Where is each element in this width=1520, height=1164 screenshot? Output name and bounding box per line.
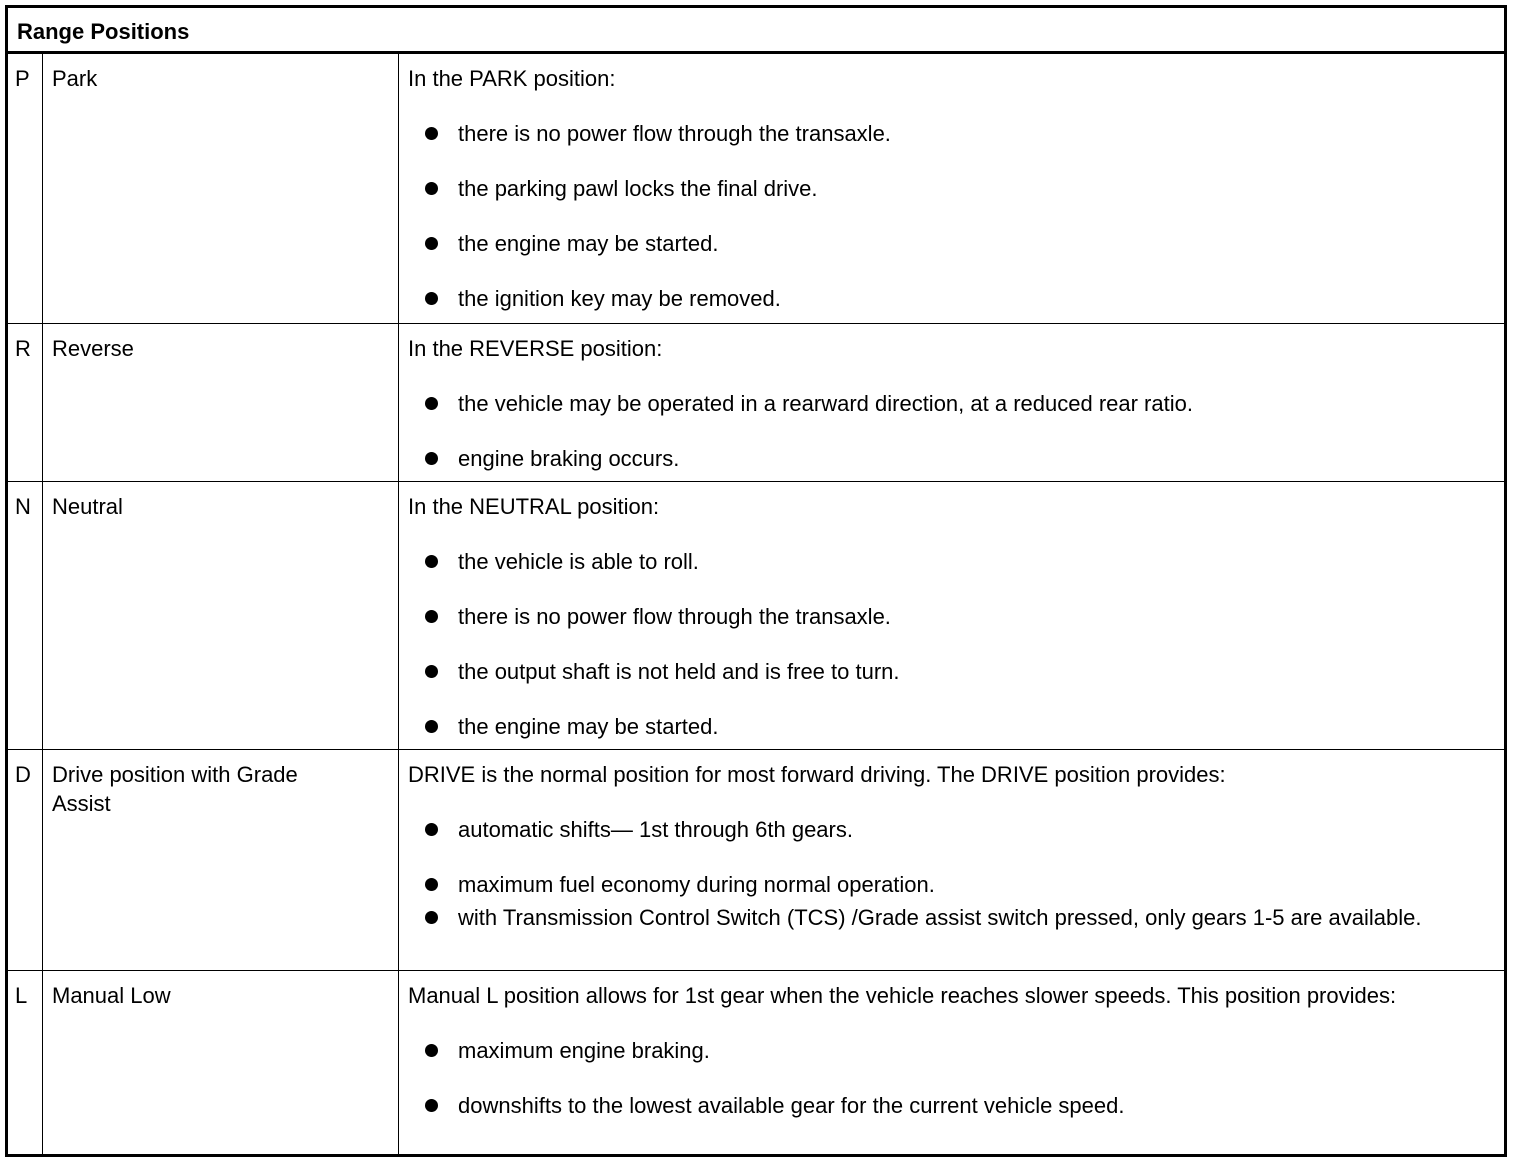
table-row-manual-low: [8, 971, 1504, 1154]
bullet-list: [408, 815, 1464, 932]
bullet-icon: [425, 823, 438, 836]
bullet-icon: [425, 237, 438, 250]
range-name: Drive position with Grade Assist: [43, 750, 399, 970]
range-code: D: [15, 762, 31, 787]
range-description: [399, 54, 1504, 323]
bullet-text: maximum fuel economy during normal operation.: [458, 872, 935, 897]
range-name: Park: [43, 54, 399, 323]
range-name: Manual Low: [43, 971, 399, 1154]
range-code-cell: [8, 971, 43, 1154]
range-name: Reverse: [43, 324, 399, 481]
bullet-text: the parking pawl locks the final drive.: [458, 176, 818, 201]
range-code-cell: [8, 324, 43, 481]
bullet-text: engine braking occurs.: [458, 446, 680, 471]
list-item: [408, 229, 1464, 258]
range-code-cell: [8, 54, 43, 323]
range-description: [399, 971, 1504, 1154]
list-item: [408, 444, 1464, 473]
bullet-text: there is no power flow through the transaxle.: [458, 121, 891, 146]
bullet-icon: [425, 292, 438, 305]
bullet-text: the vehicle is able to roll.: [458, 549, 699, 574]
range-description: [399, 482, 1504, 749]
table-row-park: [8, 54, 1504, 324]
bullet-text: downshifts to the lowest available gear for the current vehicle speed.: [458, 1093, 1125, 1118]
description-intro: In the PARK position:: [408, 66, 616, 91]
range-code: P: [15, 66, 30, 91]
table-title: Range Positions: [8, 8, 1504, 54]
range-positions-table: [5, 5, 1507, 1157]
bullet-icon: [425, 911, 438, 924]
bullet-text: there is no power flow through the transaxle.: [458, 604, 891, 629]
bullet-icon: [425, 610, 438, 623]
range-code: N: [15, 494, 31, 519]
list-item: [408, 389, 1464, 418]
list-item: [408, 1091, 1464, 1120]
list-item: [408, 903, 1464, 932]
bullet-text: the vehicle may be operated in a rearward direction, at a reduced rear ratio.: [458, 391, 1193, 416]
bullet-icon: [425, 878, 438, 891]
bullet-icon: [425, 720, 438, 733]
range-code: R: [15, 336, 31, 361]
bullet-icon: [425, 665, 438, 678]
list-item: [408, 547, 1464, 576]
bullet-icon: [425, 182, 438, 195]
bullet-text: the ignition key may be removed.: [458, 286, 781, 311]
bullet-list: [408, 547, 1464, 741]
range-name: Neutral: [43, 482, 399, 749]
description-intro: DRIVE is the normal position for most forward driving. The DRIVE position provides:: [408, 762, 1226, 787]
bullet-text: the output shaft is not held and is free to turn.: [458, 659, 900, 684]
list-item: [408, 870, 1464, 899]
bullet-icon: [425, 127, 438, 140]
range-description: [399, 324, 1504, 481]
bullet-icon: [425, 452, 438, 465]
bullet-icon: [425, 1099, 438, 1112]
list-item: [408, 174, 1464, 203]
range-description: [399, 750, 1504, 970]
table-row-neutral: [8, 482, 1504, 750]
list-item: [408, 712, 1464, 741]
list-item: [408, 815, 1464, 844]
bullet-list: [408, 119, 1464, 313]
table-row-drive: [8, 750, 1504, 971]
description-intro: In the REVERSE position:: [408, 336, 663, 361]
bullet-list: [408, 389, 1464, 473]
bullet-list: [408, 1036, 1464, 1120]
list-item: [408, 119, 1464, 148]
list-item: [408, 657, 1464, 686]
range-code-cell: [8, 750, 43, 970]
bullet-icon: [425, 397, 438, 410]
list-item: [408, 284, 1464, 313]
bullet-text: the engine may be started.: [458, 714, 719, 739]
bullet-icon: [425, 1044, 438, 1057]
bullet-text: the engine may be started.: [458, 231, 719, 256]
range-code: L: [15, 983, 28, 1008]
bullet-text: maximum engine braking.: [458, 1038, 710, 1063]
bullet-icon: [425, 555, 438, 568]
range-code-cell: [8, 482, 43, 749]
list-item: [408, 1036, 1464, 1065]
list-item: [408, 602, 1464, 631]
description-intro: In the NEUTRAL position:: [408, 494, 660, 519]
bullet-text: automatic shifts— 1st through 6th gears.: [458, 817, 853, 842]
table-row-reverse: [8, 324, 1504, 482]
bullet-text: with Transmission Control Switch (TCS) /Grade assist switch pressed, only gears 1-5 are available.: [458, 905, 1422, 930]
description-intro: Manual L position allows for 1st gear when the vehicle reaches slower speeds. This position provides:: [408, 983, 1397, 1008]
